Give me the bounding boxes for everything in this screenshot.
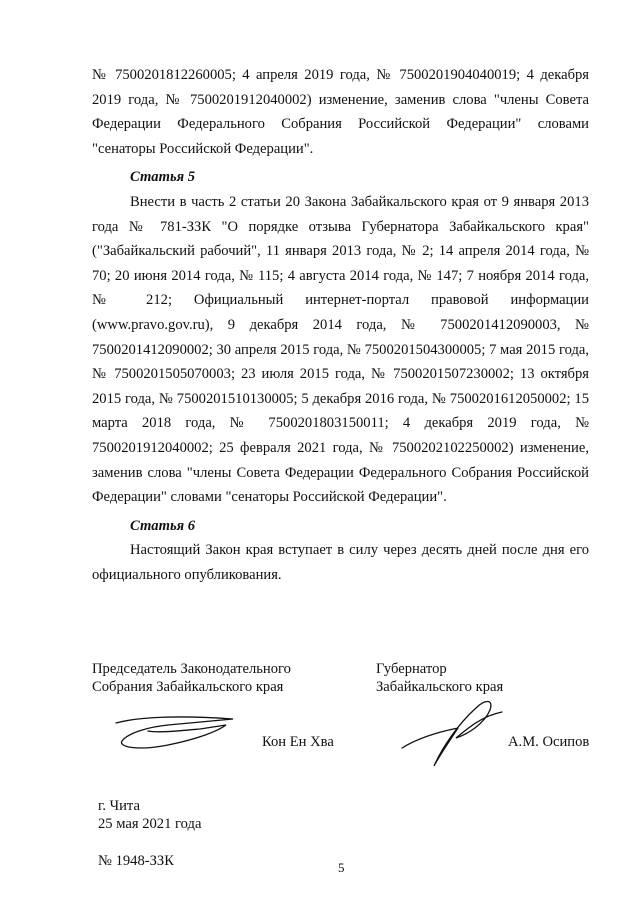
chairman-title-line-2: Собрания Забайкальского края	[92, 679, 284, 695]
document-body	[92, 63, 589, 587]
law-number: № 1948-ЗЗК	[98, 853, 174, 869]
governor-signature	[398, 688, 508, 770]
article-5-text: Внести в часть 2 статьи 20 Закона Забайкальского края от 9 января 2013 года № 781-ЗЗК "О порядке отзыва Губернатора Забайкальского края" ("Забайкальский рабочий", 11 января 2013 года, № 2; 14 апреля 2014 года, № 70; 20 июня 2014 года, № 115; 4 августа 2014 года, № 147; 7 ноября 2014 года, № 212; Официальный интернет-портал правовой информации (www.pravo.gov.ru), 9 декабря 2014 года, № 7500201412090003, № 7500201412090002; 30 апреля 2015 года, № 7500201504300005; 7 мая 2015 года, № 7500201505070003; 23 июля 2015 года, № 7500201507230002; 13 октября 2015 года, № 7500201510130005; 5 декабря 2016 года, № 7500201612050002; 15 марта 2018 года, № 7500201803150011; 4 декабря 2019 года, № 7500201912040002; 25 февраля 2021 года, № 7500202102250002) изменение, заменив слова "члены Совета Федерации Федерального Собрания Российской Федерации" словами "сенаторы Российской Федерации".	[92, 193, 589, 506]
place: г. Чита	[98, 798, 140, 814]
chairman-name: Кон Ен Хва	[262, 734, 334, 750]
article-6-text: Настоящий Закон края вступает в силу через десять дней после дня его официального опубликования.	[92, 542, 589, 583]
governor-name: А.М. Осипов	[508, 734, 590, 750]
chairman-title-line-1: Председатель Законодательного	[92, 661, 291, 677]
continuation-paragraph: № 7500201812260005; 4 апреля 2019 года, № 7500201904040019; 4 декабря 2019 года, № 7500201912040002) изменение, заменив слова "члены Совета Федерации Федерального Собрания Российской Федерации" словами "сенаторы Российской Федерации".	[92, 67, 589, 157]
page-number: 5	[338, 860, 345, 875]
governor-title-line-1: Губернатор	[376, 661, 447, 677]
article-6-heading: Статья 6	[130, 517, 196, 534]
chairman-title	[92, 660, 291, 696]
chairman-signature	[108, 705, 238, 755]
place-and-date	[98, 797, 201, 833]
governor-title-line-2: Забайкальского края	[376, 679, 504, 695]
article-5-heading: Статья 5	[130, 169, 196, 186]
date: 25 мая 2021 года	[98, 816, 202, 832]
